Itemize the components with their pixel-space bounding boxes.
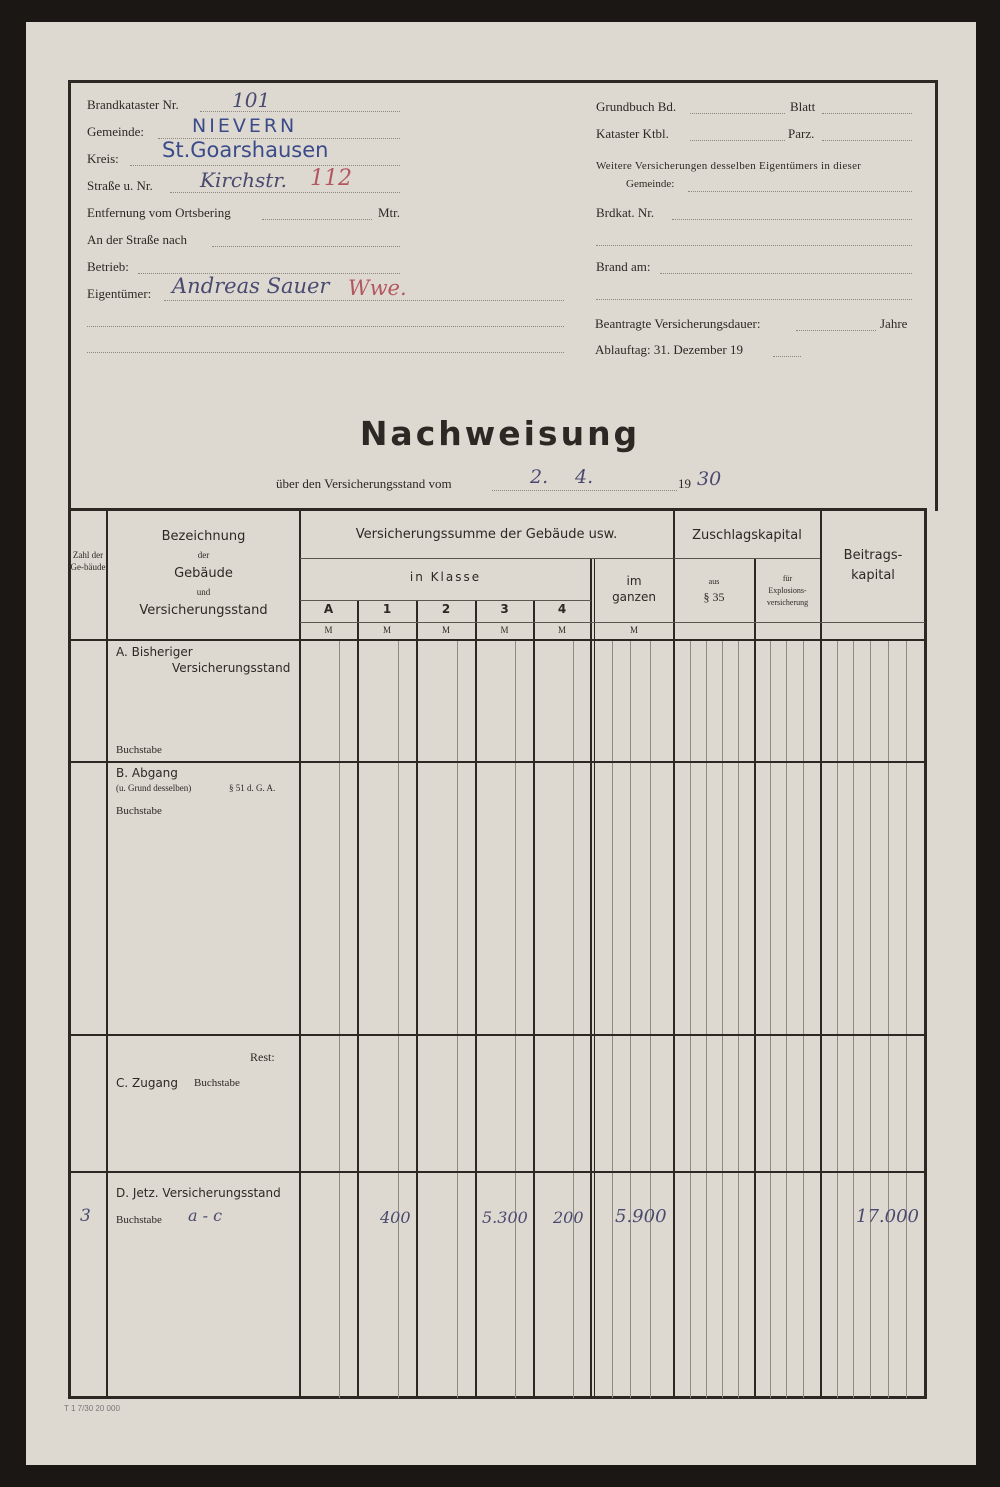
rule	[770, 640, 771, 1398]
head-bez-2: der	[197, 550, 210, 560]
rule	[888, 640, 889, 1398]
col-line-2	[475, 600, 477, 1398]
col-line-3	[533, 600, 535, 1398]
brdkat-line	[672, 219, 912, 220]
head-klasse-1: 1	[382, 602, 392, 616]
head-beitrag-1: Beitrags-	[843, 548, 903, 563]
section-b-buchstabe: Buchstabe	[116, 805, 162, 817]
an-der-strasse-line	[212, 246, 400, 247]
table-left-border	[68, 80, 71, 1399]
kataster-line	[690, 140, 785, 141]
col-line-zahl	[106, 510, 108, 1398]
section-c-buchstabe: Buchstabe	[194, 1077, 240, 1089]
row-d-klasse-4: 200	[553, 1208, 584, 1227]
head-beitrag-2: kapital	[851, 568, 895, 583]
grundbuch-line	[690, 113, 785, 114]
head-line-klasse	[300, 600, 591, 601]
gemeinde-label: Gemeinde:	[87, 124, 145, 139]
kataster-label: Kataster Ktbl.	[596, 126, 669, 141]
date-year-suffix: 30	[697, 468, 722, 490]
head-line-vsumme	[300, 558, 673, 559]
dauer-label: Beantragte Versicherungsdauer:	[595, 316, 761, 331]
head-klasse-a: A	[323, 602, 334, 616]
footer-code: T 1 7/30 20 000	[64, 1404, 120, 1413]
table-top-border	[68, 508, 926, 511]
head-klasse-4: 4	[557, 602, 567, 616]
strasse-line	[170, 192, 400, 193]
section-d-buchstabe: Buchstabe	[116, 1214, 162, 1226]
rule	[706, 640, 707, 1398]
subtitle-date-line	[492, 490, 677, 491]
eigentuemer-line-3	[87, 352, 564, 353]
section-a-title: A. Bisheriger	[116, 645, 193, 659]
row-d-zahl: 3	[80, 1206, 91, 1226]
form-title: Nachweisung	[359, 414, 641, 453]
rule	[853, 640, 854, 1398]
brand-line	[660, 273, 912, 274]
head-paragraph: § 35	[703, 590, 725, 604]
rule	[837, 640, 838, 1398]
head-aus: aus	[708, 577, 720, 586]
rule	[457, 640, 458, 1398]
head-bez-3: Gebäude	[174, 566, 233, 581]
rule	[722, 640, 723, 1398]
col-line-1	[416, 600, 418, 1398]
section-line-a	[68, 761, 926, 763]
col-line-4	[590, 558, 592, 1398]
entfernung-line	[262, 219, 372, 220]
section-b-title: B. Abgang	[116, 766, 178, 780]
ablauftag-label: Ablauftag: 31. Dezember 19	[595, 342, 744, 357]
rule	[803, 640, 804, 1398]
unit-1: M	[382, 625, 391, 635]
head-klasse-3: 3	[500, 602, 509, 616]
brandkataster-label: Brandkataster Nr.	[87, 97, 179, 112]
rule	[738, 640, 739, 1398]
rule	[906, 640, 907, 1398]
table-right-border	[924, 508, 927, 1399]
col-line-4b	[594, 558, 595, 1398]
brdkat-label: Brdkat. Nr.	[596, 205, 655, 220]
head-bez-1: Bezeichnung	[161, 529, 246, 544]
head-in-klasse: in Klasse	[409, 570, 482, 584]
brand-label: Brand am:	[596, 259, 651, 274]
head-explosion-2: versicherung	[766, 598, 809, 607]
strasse-label: Straße u. Nr.	[87, 178, 153, 193]
head-bez-4: und	[196, 587, 211, 597]
unit-ganzen: M	[629, 625, 638, 635]
eigentuemer-suffix: Wwe.	[348, 276, 407, 300]
parz-line	[822, 140, 912, 141]
head-fuer: für	[782, 574, 793, 583]
weitere-label: Weitere Versicherungen desselben Eigentümers in dieser	[596, 160, 862, 172]
section-a-title-2: Versicherungsstand	[172, 661, 291, 675]
unit-2: M	[441, 625, 450, 635]
parz-label: Parz.	[788, 126, 815, 141]
rule	[398, 640, 399, 1398]
blatt-line	[822, 113, 912, 114]
head-zahl: Zahl der Ge-bäude	[70, 550, 106, 572]
rule	[573, 640, 574, 1398]
rule	[612, 640, 613, 1398]
rule	[870, 640, 871, 1398]
jahre-label: Jahre	[880, 316, 908, 331]
table-bottom-border	[68, 1396, 926, 1399]
weitere-line	[688, 191, 912, 192]
strasse-value: Kirchstr.	[200, 168, 288, 192]
section-a-buchstabe: Buchstabe	[116, 744, 162, 756]
head-vsumme: Versicherungssumme der Gebäude usw.	[355, 527, 618, 542]
head-bottom-line	[68, 639, 926, 641]
head-line-units	[300, 622, 925, 623]
rule	[650, 640, 651, 1398]
brandkataster-line	[200, 111, 400, 112]
head-klasse-2: 2	[441, 602, 451, 616]
section-line-b	[68, 1034, 926, 1036]
section-line-c	[68, 1171, 926, 1173]
kreis-line	[130, 165, 400, 166]
row-d-klasse-3: 5.300	[482, 1208, 528, 1227]
eigentuemer-label: Eigentümer:	[87, 286, 152, 301]
unit-4: M	[557, 625, 566, 635]
eigentuemer-value: Andreas Sauer	[172, 274, 330, 298]
rule	[690, 640, 691, 1398]
brdkat-line-2	[596, 245, 912, 246]
head-line-zuschlag	[674, 558, 820, 559]
kreis-label: Kreis:	[87, 151, 119, 166]
section-c-title: C. Zugang	[116, 1076, 179, 1090]
col-line-aus35	[754, 558, 756, 1398]
subtitle: über den Versicherungsstand vom	[276, 476, 452, 491]
col-line-a	[357, 600, 359, 1398]
weitere-gemeinde-label: Gemeinde:	[626, 178, 675, 190]
head-bez-5: Versicherungsstand	[139, 603, 268, 618]
brand-line-2	[596, 299, 912, 300]
dauer-line	[796, 330, 876, 331]
strasse-number: 112	[310, 166, 352, 191]
brandkataster-value: 101	[232, 88, 271, 112]
col-line-explosion	[820, 510, 822, 1398]
gemeinde-stamp: NIEVERN	[192, 115, 298, 137]
kreis-stamp: St.Goarshausen	[162, 138, 329, 162]
row-d-klasse-1: 400	[380, 1208, 411, 1227]
rule	[786, 640, 787, 1398]
head-im: im	[626, 574, 642, 588]
section-b-grund: (u. Grund desselben)	[116, 783, 192, 793]
unit-3: M	[500, 625, 509, 635]
an-der-strasse-label: An der Straße nach	[87, 232, 187, 247]
section-d-title: D. Jetz. Versicherungsstand	[116, 1186, 281, 1200]
section-rest: Rest:	[250, 1050, 275, 1064]
section-b-para: § 51 d. G. A.	[229, 783, 276, 793]
unit-a: M	[324, 625, 333, 635]
ablauftag-line	[773, 356, 801, 357]
eigentuemer-line-2	[87, 326, 564, 327]
date-year-prefix: 19	[678, 476, 691, 491]
betrieb-label: Betrieb:	[87, 259, 129, 274]
entfernung-unit: Mtr.	[378, 205, 401, 220]
col-line-ganzen	[673, 510, 675, 1398]
entfernung-label: Entfernung vom Ortsbering	[87, 205, 231, 220]
row-d-beitrag: 17.000	[856, 1206, 919, 1227]
col-line-bez	[299, 510, 301, 1398]
head-zuschlag: Zuschlagskapital	[692, 528, 802, 543]
grundbuch-label: Grundbuch Bd.	[596, 99, 677, 114]
blatt-label: Blatt	[790, 99, 816, 114]
head-ganzen: ganzen	[612, 590, 656, 604]
row-d-buchstabe: a - c	[188, 1206, 223, 1225]
eigentuemer-line	[164, 300, 564, 301]
head-explosion-1: Explosions-	[768, 586, 807, 595]
rule	[515, 640, 516, 1398]
date-month: 4.	[575, 466, 594, 488]
rule	[339, 640, 340, 1398]
rule	[630, 640, 631, 1398]
date-day: 2.	[530, 466, 549, 488]
row-d-im-ganzen: 5.900	[615, 1206, 667, 1227]
